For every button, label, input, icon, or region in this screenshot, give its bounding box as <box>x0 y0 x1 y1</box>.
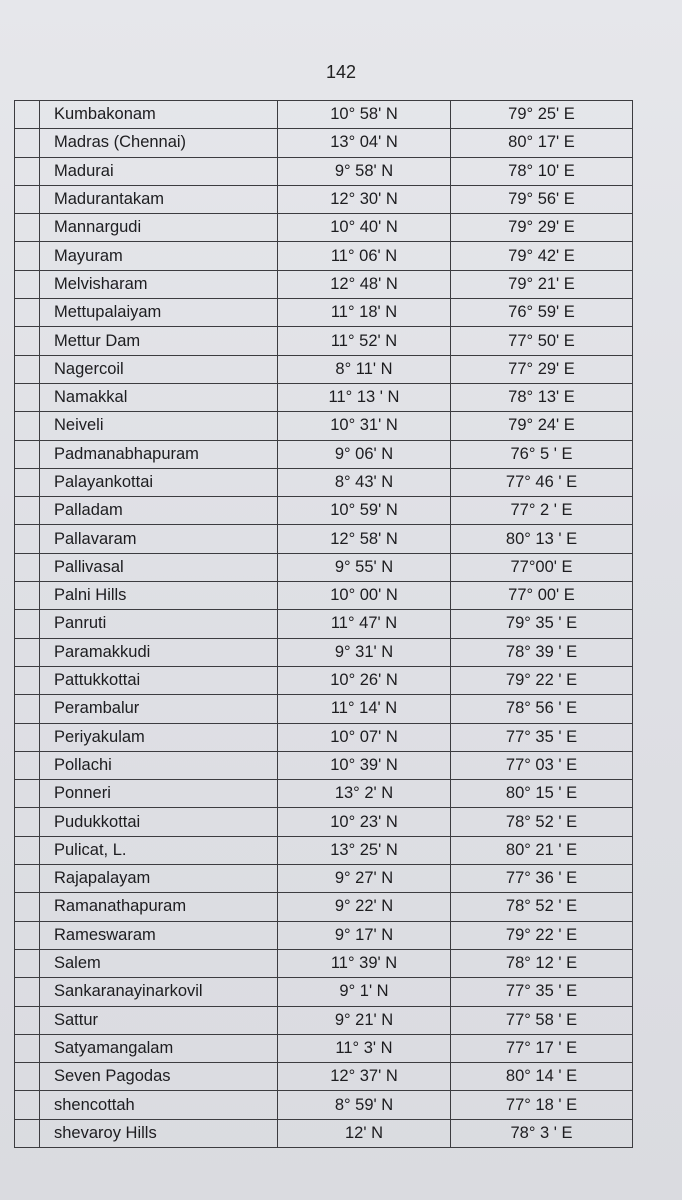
place-name-cell: Kumbakonam <box>40 101 278 129</box>
longitude-cell: 79° 29' E <box>451 214 633 242</box>
row-index-cell <box>15 893 40 921</box>
table-row <box>15 978 633 1006</box>
row-index-cell <box>15 978 40 1006</box>
row-index-cell <box>15 610 40 638</box>
row-index-cell <box>15 101 40 129</box>
row-index-cell <box>15 836 40 864</box>
place-name-cell: Pallivasal <box>40 553 278 581</box>
longitude-cell: 80° 21 ' E <box>451 836 633 864</box>
place-name-cell: Pulicat, L. <box>40 836 278 864</box>
place-name-cell: Palladam <box>40 497 278 525</box>
latitude-cell: 11° 3' N <box>278 1034 451 1062</box>
longitude-cell: 77° 35 ' E <box>451 723 633 751</box>
row-index-cell <box>15 525 40 553</box>
latitude-cell: 10° 00' N <box>278 582 451 610</box>
longitude-cell: 79° 22 ' E <box>451 921 633 949</box>
place-name-cell: Mettur Dam <box>40 327 278 355</box>
latitude-cell: 10° 26' N <box>278 666 451 694</box>
longitude-cell: 79° 56' E <box>451 185 633 213</box>
row-index-cell <box>15 440 40 468</box>
row-index-cell <box>15 355 40 383</box>
longitude-cell: 77° 35 ' E <box>451 978 633 1006</box>
table-row <box>15 1091 633 1119</box>
longitude-cell: 78° 13' E <box>451 383 633 411</box>
longitude-cell: 77° 50' E <box>451 327 633 355</box>
latitude-cell: 12° 30' N <box>278 185 451 213</box>
table-row <box>15 497 633 525</box>
table-row <box>15 723 633 751</box>
latitude-cell: 12° 37' N <box>278 1063 451 1091</box>
longitude-cell: 80° 17' E <box>451 129 633 157</box>
page-number: 142 <box>325 62 357 82</box>
latitude-cell: 11° 06' N <box>278 242 451 270</box>
coordinates-table-body <box>15 101 633 1148</box>
longitude-cell: 77° 58 ' E <box>451 1006 633 1034</box>
place-name-cell: Paramakkudi <box>40 638 278 666</box>
longitude-cell: 77° 29' E <box>451 355 633 383</box>
longitude-cell: 77° 36 ' E <box>451 865 633 893</box>
row-index-cell <box>15 412 40 440</box>
table-row <box>15 893 633 921</box>
place-name-cell: Melvisharam <box>40 270 278 298</box>
longitude-cell: 77° 18 ' E <box>451 1091 633 1119</box>
latitude-cell: 10° 31' N <box>278 412 451 440</box>
row-index-cell <box>15 214 40 242</box>
table-row <box>15 695 633 723</box>
place-name-cell: Pallavaram <box>40 525 278 553</box>
latitude-cell: 9° 17' N <box>278 921 451 949</box>
table-row <box>15 836 633 864</box>
row-index-cell <box>15 270 40 298</box>
coordinates-table-wrapper <box>14 100 614 1148</box>
latitude-cell: 8° 43' N <box>278 468 451 496</box>
longitude-cell: 77° 2 ' E <box>451 497 633 525</box>
place-name-cell: Mannargudi <box>40 214 278 242</box>
latitude-cell: 10° 40' N <box>278 214 451 242</box>
row-index-cell <box>15 808 40 836</box>
place-name-cell: Perambalur <box>40 695 278 723</box>
place-name-cell: Satyamangalam <box>40 1034 278 1062</box>
row-index-cell <box>15 157 40 185</box>
row-index-cell <box>15 497 40 525</box>
table-row <box>15 242 633 270</box>
row-index-cell <box>15 695 40 723</box>
place-name-cell: Pollachi <box>40 751 278 779</box>
longitude-cell: 79° 42' E <box>451 242 633 270</box>
row-index-cell <box>15 780 40 808</box>
table-row <box>15 553 633 581</box>
place-name-cell: shevaroy Hills <box>40 1119 278 1147</box>
place-name-cell: Neiveli <box>40 412 278 440</box>
latitude-cell: 12' N <box>278 1119 451 1147</box>
table-row <box>15 214 633 242</box>
latitude-cell: 10° 39' N <box>278 751 451 779</box>
place-name-cell: Mayuram <box>40 242 278 270</box>
longitude-cell: 78° 3 ' E <box>451 1119 633 1147</box>
row-index-cell <box>15 299 40 327</box>
row-index-cell <box>15 553 40 581</box>
row-index-cell <box>15 666 40 694</box>
place-name-cell: Panruti <box>40 610 278 638</box>
place-name-cell: Pattukkottai <box>40 666 278 694</box>
longitude-cell: 80° 13 ' E <box>451 525 633 553</box>
row-index-cell <box>15 185 40 213</box>
table-row <box>15 525 633 553</box>
latitude-cell: 9° 31' N <box>278 638 451 666</box>
row-index-cell <box>15 1091 40 1119</box>
longitude-cell: 80° 15 ' E <box>451 780 633 808</box>
row-index-cell <box>15 582 40 610</box>
latitude-cell: 11° 18' N <box>278 299 451 327</box>
row-index-cell <box>15 1034 40 1062</box>
table-row <box>15 638 633 666</box>
table-row <box>15 1034 633 1062</box>
longitude-cell: 78° 39 ' E <box>451 638 633 666</box>
latitude-cell: 9° 06' N <box>278 440 451 468</box>
table-row <box>15 1006 633 1034</box>
latitude-cell: 8° 59' N <box>278 1091 451 1119</box>
latitude-cell: 8° 11' N <box>278 355 451 383</box>
longitude-cell: 78° 56 ' E <box>451 695 633 723</box>
latitude-cell: 11° 14' N <box>278 695 451 723</box>
latitude-cell: 11° 47' N <box>278 610 451 638</box>
latitude-cell: 9° 1' N <box>278 978 451 1006</box>
longitude-cell: 79° 24' E <box>451 412 633 440</box>
latitude-cell: 11° 39' N <box>278 949 451 977</box>
place-name-cell: Palayankottai <box>40 468 278 496</box>
place-name-cell: Padmanabhapuram <box>40 440 278 468</box>
row-index-cell <box>15 1119 40 1147</box>
table-row <box>15 949 633 977</box>
row-index-cell <box>15 1063 40 1091</box>
place-name-cell: shencottah <box>40 1091 278 1119</box>
table-row <box>15 808 633 836</box>
table-row <box>15 101 633 129</box>
place-name-cell: Rameswaram <box>40 921 278 949</box>
table-row <box>15 270 633 298</box>
table-row <box>15 1119 633 1147</box>
place-name-cell: Madras (Chennai) <box>40 129 278 157</box>
latitude-cell: 11° 52' N <box>278 327 451 355</box>
place-name-cell: Madurai <box>40 157 278 185</box>
longitude-cell: 76° 5 ' E <box>451 440 633 468</box>
table-row <box>15 921 633 949</box>
place-name-cell: Ponneri <box>40 780 278 808</box>
table-row <box>15 129 633 157</box>
place-name-cell: Seven Pagodas <box>40 1063 278 1091</box>
place-name-cell: Namakkal <box>40 383 278 411</box>
row-index-cell <box>15 468 40 496</box>
longitude-cell: 76° 59' E <box>451 299 633 327</box>
table-row <box>15 780 633 808</box>
longitude-cell: 80° 14 ' E <box>451 1063 633 1091</box>
row-index-cell <box>15 751 40 779</box>
longitude-cell: 77° 46 ' E <box>451 468 633 496</box>
table-row <box>15 383 633 411</box>
table-row <box>15 157 633 185</box>
latitude-cell: 12° 58' N <box>278 525 451 553</box>
latitude-cell: 12° 48' N <box>278 270 451 298</box>
row-index-cell <box>15 383 40 411</box>
latitude-cell: 9° 58' N <box>278 157 451 185</box>
longitude-cell: 77° 00' E <box>451 582 633 610</box>
row-index-cell <box>15 865 40 893</box>
row-index-cell <box>15 242 40 270</box>
latitude-cell: 10° 23' N <box>278 808 451 836</box>
latitude-cell: 10° 07' N <box>278 723 451 751</box>
table-row <box>15 582 633 610</box>
table-row <box>15 610 633 638</box>
table-row <box>15 185 633 213</box>
longitude-cell: 77° 17 ' E <box>451 1034 633 1062</box>
place-name-cell: Rajapalayam <box>40 865 278 893</box>
place-name-cell: Nagercoil <box>40 355 278 383</box>
latitude-cell: 9° 55' N <box>278 553 451 581</box>
place-name-cell: Madurantakam <box>40 185 278 213</box>
latitude-cell: 11° 13 ' N <box>278 383 451 411</box>
table-row <box>15 865 633 893</box>
table-row <box>15 355 633 383</box>
place-name-cell: Sattur <box>40 1006 278 1034</box>
place-name-cell: Pudukkottai <box>40 808 278 836</box>
place-name-cell: Sankaranayinarkovil <box>40 978 278 1006</box>
place-name-cell: Salem <box>40 949 278 977</box>
latitude-cell: 9° 22' N <box>278 893 451 921</box>
latitude-cell: 10° 58' N <box>278 101 451 129</box>
row-index-cell <box>15 949 40 977</box>
longitude-cell: 78° 10' E <box>451 157 633 185</box>
row-index-cell <box>15 1006 40 1034</box>
coordinates-table <box>14 100 633 1148</box>
longitude-cell: 78° 52 ' E <box>451 808 633 836</box>
row-index-cell <box>15 921 40 949</box>
table-row <box>15 299 633 327</box>
row-index-cell <box>15 327 40 355</box>
place-name-cell: Mettupalaiyam <box>40 299 278 327</box>
table-row <box>15 468 633 496</box>
latitude-cell: 13° 25' N <box>278 836 451 864</box>
longitude-cell: 79° 25' E <box>451 101 633 129</box>
table-row <box>15 327 633 355</box>
table-row <box>15 1063 633 1091</box>
latitude-cell: 13° 04' N <box>278 129 451 157</box>
table-row <box>15 440 633 468</box>
latitude-cell: 9° 27' N <box>278 865 451 893</box>
latitude-cell: 10° 59' N <box>278 497 451 525</box>
row-index-cell <box>15 638 40 666</box>
place-name-cell: Palni Hills <box>40 582 278 610</box>
longitude-cell: 77° 03 ' E <box>451 751 633 779</box>
longitude-cell: 77°00' E <box>451 553 633 581</box>
longitude-cell: 79° 21' E <box>451 270 633 298</box>
longitude-cell: 78° 12 ' E <box>451 949 633 977</box>
table-row <box>15 666 633 694</box>
row-index-cell <box>15 723 40 751</box>
row-index-cell <box>15 129 40 157</box>
place-name-cell: Ramanathapuram <box>40 893 278 921</box>
longitude-cell: 79° 35 ' E <box>451 610 633 638</box>
table-row <box>15 412 633 440</box>
latitude-cell: 13° 2' N <box>278 780 451 808</box>
latitude-cell: 9° 21' N <box>278 1006 451 1034</box>
longitude-cell: 78° 52 ' E <box>451 893 633 921</box>
longitude-cell: 79° 22 ' E <box>451 666 633 694</box>
place-name-cell: Periyakulam <box>40 723 278 751</box>
table-row <box>15 751 633 779</box>
